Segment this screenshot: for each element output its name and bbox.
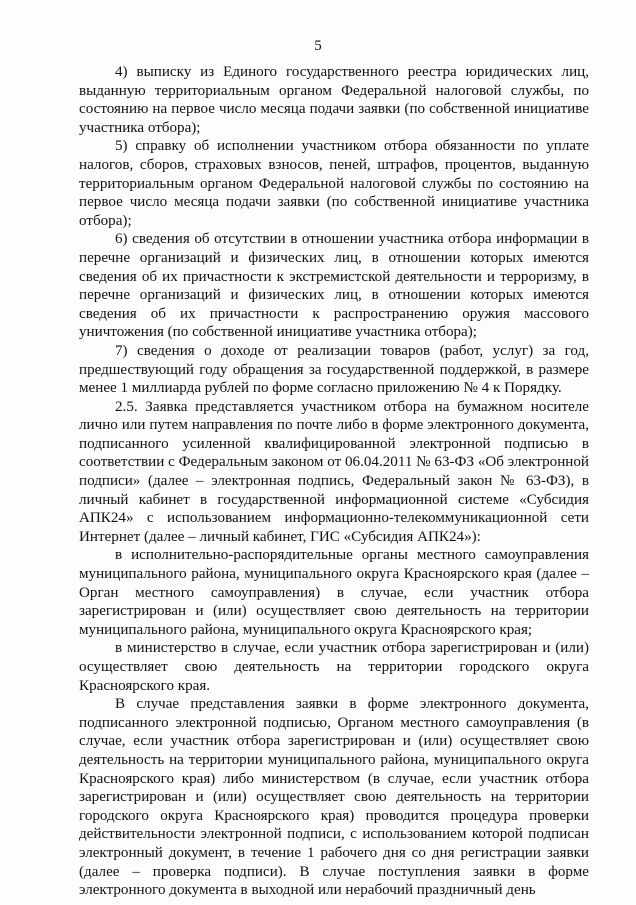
paragraph-item-4: 4) выписку из Единого государственного реестра юридических лиц, выданную территориальным органом Федеральной налоговой службы, по состоянию на первое число месяца подачи заявки (по собственной инициативе участника отбора);: [79, 64, 589, 136]
paragraph-signature-check: В случае представления заявки в форме электронного документа, подписанного электронной подписью, Органом местного самоуправления (в случае, если участник отбора зарегистрирован и (или) осуществляет свою деятельность на территории муниципального района, муниципального округа Красноярского края) либо министерством (в случае, если участник отбора зарегистрирован и (или) осуществляет свою деятельность на территории городского округа Красноярского края) проводится процедура проверки действительности электронной подписи, с использованием которой подписан электронный документ, в течение 1 рабочего дня со дня регистрации заявки (далее – проверка подписи). В случае поступления заявки в форме электронного документа в выходной или нерабочий праздничный день: [79, 696, 589, 899]
paragraph-local-government: в исполнительно-распорядительные органы местного самоуправления муниципального района, муниципального округа Красноярского края (далее – Орган местного самоуправления) в случае, если участник отбора зарегистрирован и (или) осуществляет свою деятельность на территории муниципального района, муниципального округа Красноярского края;: [79, 547, 589, 638]
document-body: [79, 63, 589, 900]
paragraph-section-2-5: 2.5. Заявка представляется участником отбора на бумажном носителе лично или путем направления по почте либо в форме электронного документа, подписанного усиленной квалифицированной электронной подписью в соответствии с Федеральным законом от 06.04.2011 № 63-ФЗ «Об электронной подписи» (далее – электронная подпись, Федеральный закон № 63-ФЗ), в личный кабинет в государственной информационной системе «Субсидия АПК24» с использованием информационно-телекоммуникационной сети Интернет (далее – личный кабинет, ГИС «Субсидия АПК24»):: [79, 398, 589, 545]
paragraph-item-5: 5) справку об исполнении участником отбора обязанности по уплате налогов, сборов, страховых взносов, пеней, штрафов, процентов, выданную территориальным органом Федеральной налоговой службы по состоянию на первое число месяца подачи заявки (по собственной инициативе участника отбора);: [79, 138, 589, 229]
paragraph-ministry: в министерство в случае, если участник отбора зарегистрирован и (или) осуществляет свою деятельность на территории городского округа Красноярского края.: [79, 640, 589, 694]
paragraph-item-7: 7) сведения о доходе от реализации товаров (работ, услуг) за год, предшествующий году обращения за государственной поддержкой, в размере менее 1 миллиарда рублей по форме согласно приложению № 4 к Порядку.: [79, 342, 589, 397]
page-number: 5: [314, 38, 322, 54]
paragraph-item-6: 6) сведения об отсутствии в отношении участника отбора информации в перечне организаций и физических лиц, в отношении которых имеются сведения об их причастности к экстремистской деятельности и терроризму, в перечне организаций и физических лиц, в отношении которых имеются сведения об их причастности к распространению оружия массового уничтожения (по собственной инициативе участника отбора);: [79, 231, 589, 341]
